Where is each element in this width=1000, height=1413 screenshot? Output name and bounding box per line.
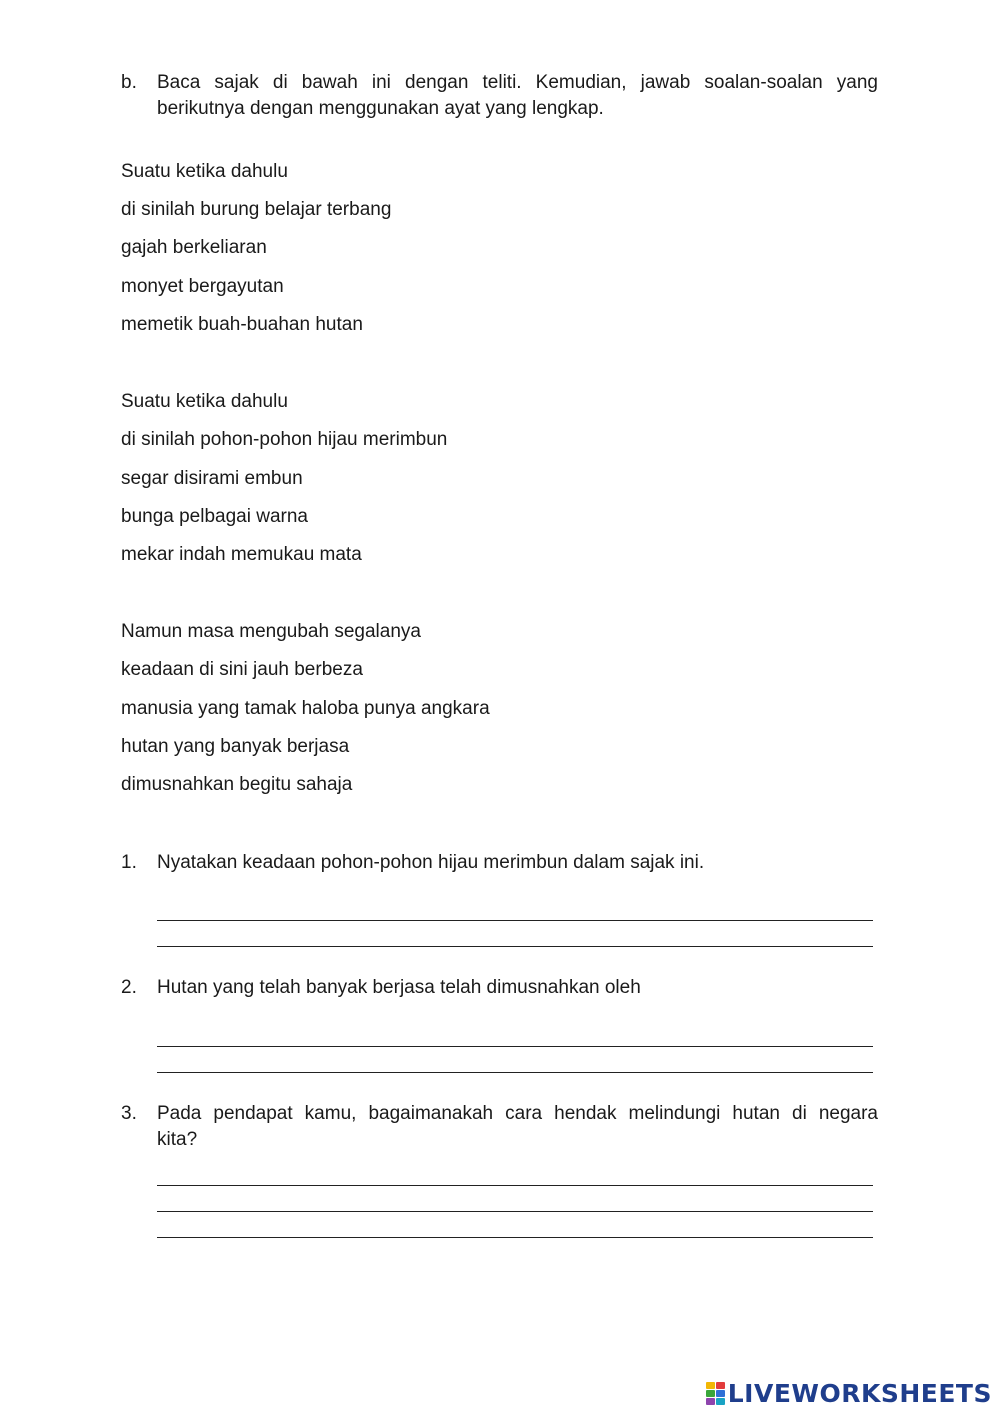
question-2 xyxy=(121,975,878,1001)
poem-line: Suatu ketika dahulu xyxy=(121,161,288,182)
liveworksheets-logo-icon xyxy=(706,1381,726,1405)
brand-name: LIVEWORKSHEETS xyxy=(727,1378,992,1408)
poem-line: manusia yang tamak haloba punya angkara xyxy=(121,698,490,719)
liveworksheets-brand[interactable] xyxy=(706,1378,992,1408)
answer-line[interactable] xyxy=(157,1237,873,1238)
poem-line: gajah berkeliaran xyxy=(121,237,267,258)
answer-line[interactable] xyxy=(157,1046,873,1047)
poem-line: keadaan di sini jauh berbeza xyxy=(121,659,363,680)
answer-line[interactable] xyxy=(157,1072,873,1073)
question-text xyxy=(157,1101,878,1153)
instruction-line-1: Baca sajak di bawah ini dengan teliti. Kemudian, jawab soalan-soalan yang xyxy=(157,72,878,93)
question-line-1: Pada pendapat kamu, bagaimanakah cara hendak melindungi hutan di negara xyxy=(157,1103,878,1124)
poem-line: di sinilah pohon-pohon hijau merimbun xyxy=(121,429,448,450)
answer-line[interactable] xyxy=(157,1185,873,1186)
question-line-1: Nyatakan keadaan pohon-pohon hijau merimbun dalam sajak ini. xyxy=(157,852,705,873)
question-1 xyxy=(121,850,878,876)
instruction-label: b. xyxy=(121,72,137,93)
poem-line: hutan yang banyak berjasa xyxy=(121,736,350,757)
instruction-text xyxy=(157,70,878,122)
question-number: 1. xyxy=(121,852,137,873)
poem-line: mekar indah memukau mata xyxy=(121,544,362,565)
answer-line[interactable] xyxy=(157,946,873,947)
question-3 xyxy=(121,1101,878,1153)
question-text xyxy=(157,975,878,1001)
answer-line[interactable] xyxy=(157,920,873,921)
question-number: 3. xyxy=(121,1103,137,1124)
poem-line: di sinilah burung belajar terbang xyxy=(121,199,392,220)
poem-line: memetik buah-buahan hutan xyxy=(121,314,363,335)
poem-line: dimusnahkan begitu sahaja xyxy=(121,774,353,795)
instruction xyxy=(121,70,878,122)
poem-line: Suatu ketika dahulu xyxy=(121,391,288,412)
question-line-2: kita? xyxy=(157,1129,198,1150)
poem-line: Namun masa mengubah segalanya xyxy=(121,621,421,642)
poem-line: bunga pelbagai warna xyxy=(121,506,308,527)
question-number: 2. xyxy=(121,977,137,998)
question-line-1: Hutan yang telah banyak berjasa telah dimusnahkan oleh xyxy=(157,977,641,998)
poem-line: segar disirami embun xyxy=(121,468,303,489)
instruction-line-2: berikutnya dengan menggunakan ayat yang lengkap. xyxy=(157,98,604,119)
question-text xyxy=(157,850,878,876)
answer-line[interactable] xyxy=(157,1211,873,1212)
poem-line: monyet bergayutan xyxy=(121,276,284,297)
